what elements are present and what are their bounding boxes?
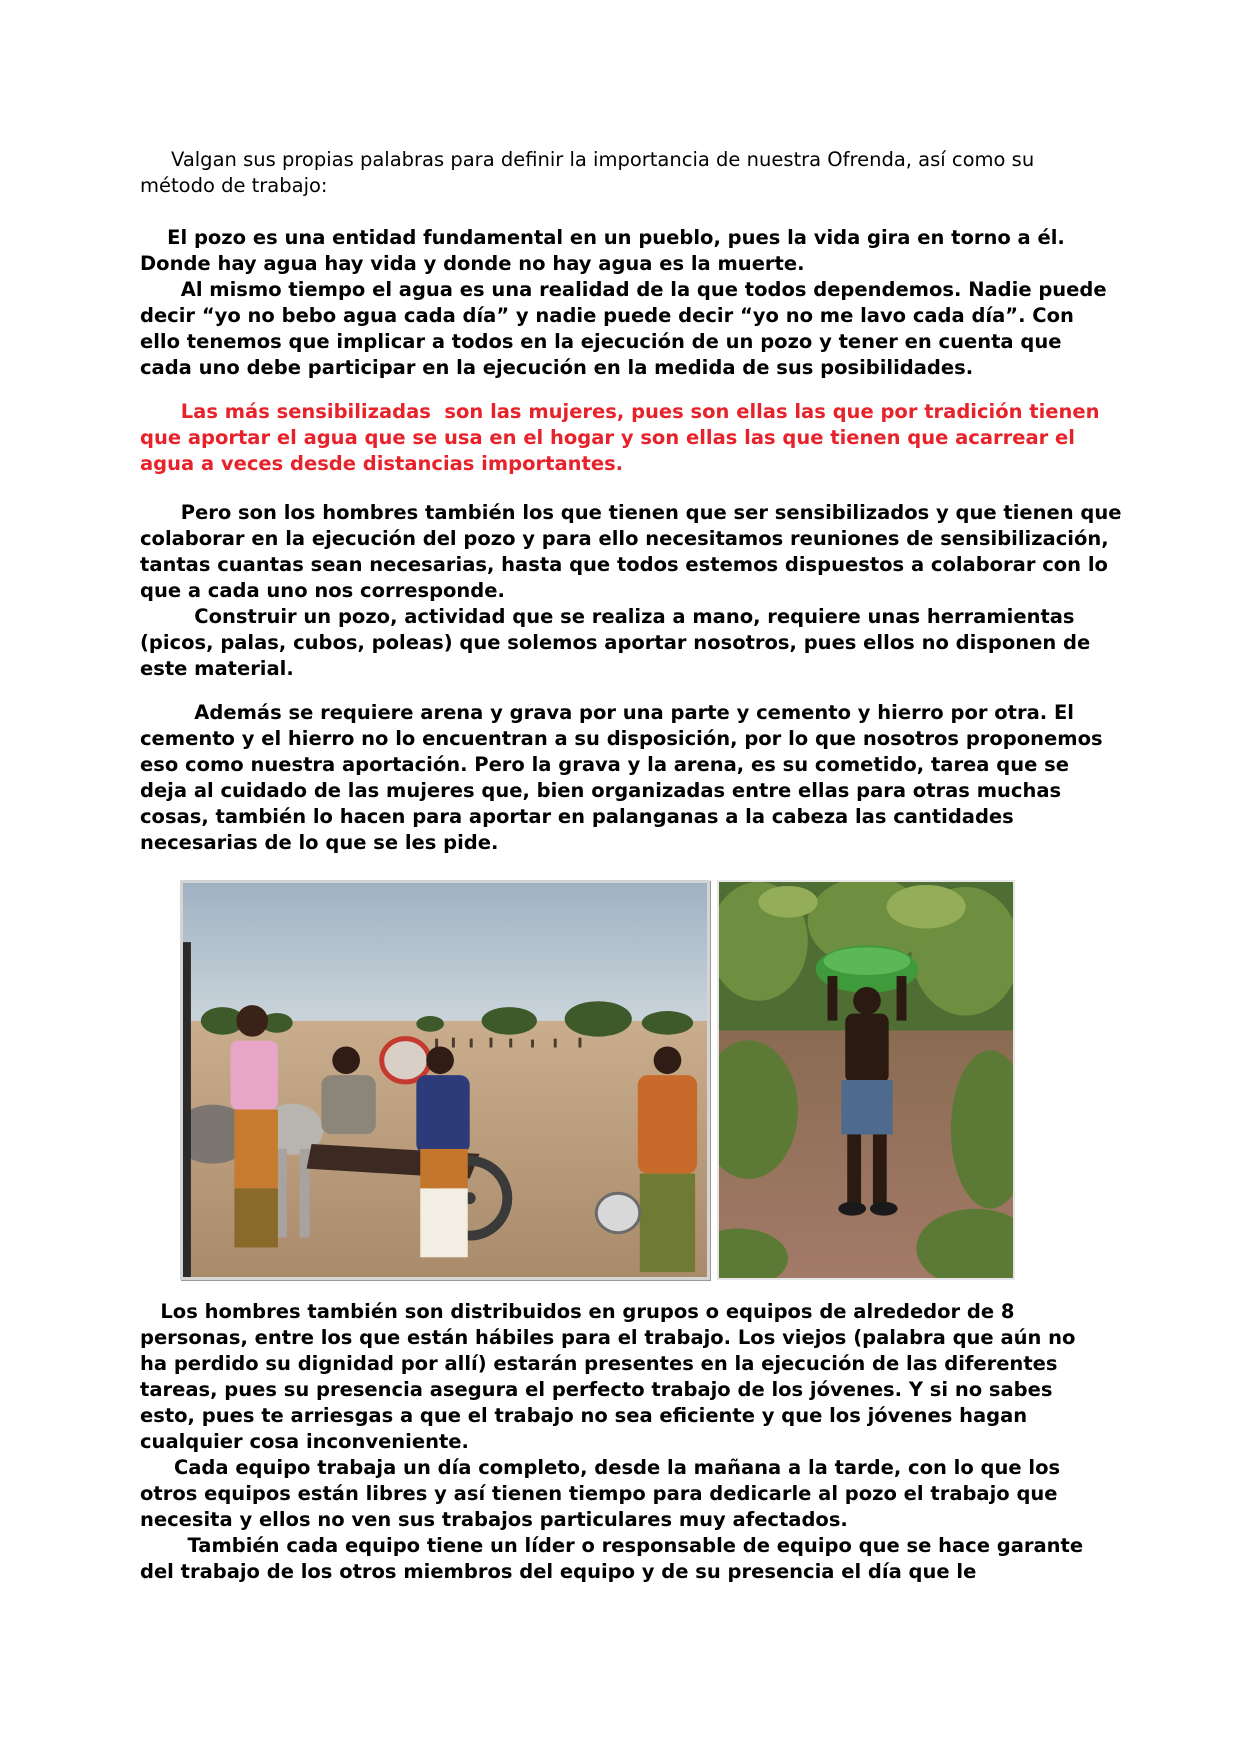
photo-women-loading-cart — [180, 880, 710, 1280]
text-line: esto, pues te arriesgas a que el trabajo no sea eficiente y que los jóvenes hagan — [140, 1404, 1028, 1427]
text-line: Construir un pozo, actividad que se realiza a mano, requiere unas herramientas — [140, 605, 1075, 628]
text-line: Cada equipo trabaja un día completo, desde la mañana a la tarde, con lo que los — [140, 1456, 1061, 1479]
text-line: que aportar el agua que se usa en el hogar y son ellas las que tienen que acarrear el — [140, 426, 1075, 449]
text-line: Pero son los hombres también los que tienen que ser sensibilizados y que tienen que — [140, 501, 1122, 524]
text-line: necesarias de lo que se les pide. — [140, 831, 499, 854]
women-highlight-paragraph — [140, 399, 1180, 477]
text-line: cada uno debe participar en la ejecución en la medida de sus posibilidades. — [140, 356, 974, 379]
text-line: otros equipos están libres y así tienen tiempo para dedicarle al pozo el trabajo que — [140, 1482, 1058, 1505]
text-line: ello tenemos que implicar a todos en la ejecución de un pozo y tener en cuenta que — [140, 330, 1062, 353]
text-line: Los hombres también son distribuidos en grupos o equipos de alrededor de 8 — [140, 1300, 1015, 1323]
text-line: deja al cuidado de las mujeres que, bien organizadas entre ellas para otras muchas — [140, 779, 1062, 802]
text-line: método de trabajo: — [140, 174, 328, 197]
text-line: que a cada uno nos corresponde. — [140, 579, 505, 602]
text-line: (picos, palas, cubos, poleas) que solemos aportar nosotros, pues ellos no disponen de — [140, 631, 1091, 654]
text-line: Las más sensibilizadas son las mujeres, pues son ellas las que por tradición tienen — [140, 400, 1100, 423]
text-line: cualquier cosa inconveniente. — [140, 1430, 469, 1453]
text-line: Al mismo tiempo el agua es una realidad de la que todos dependemos. Nadie puede — [140, 278, 1107, 301]
text-line: del trabajo de los otros miembros del equipo y de su presencia el día que le — [140, 1560, 977, 1583]
text-line: eso como nuestra aportación. Pero la grava y la arena, es su cometido, tarea que se — [140, 753, 1069, 776]
photo-women-loading-cart-image — [183, 883, 707, 1277]
photo-boy-carrying-sack-image — [719, 882, 1013, 1278]
text-line: Valgan sus propias palabras para definir la importancia de nuestra Ofrenda, así como su — [140, 148, 1035, 171]
text-line: Donde hay agua hay vida y donde no hay agua es la muerte. — [140, 252, 805, 275]
text-line: También cada equipo tiene un líder o responsable de equipo que se hace garante — [140, 1534, 1084, 1557]
text-line: colaborar en la ejecución del pozo y para ello necesitamos reuniones de sensibilización, — [140, 527, 1109, 550]
text-line: cemento y el hierro no lo encuentran a su disposición, por lo que nosotros proponemos — [140, 727, 1103, 750]
photo-boy-carrying-sack — [717, 880, 1015, 1280]
teams-paragraph — [140, 1299, 1180, 1585]
text-line: tareas, pues su presencia asegura el perfecto trabajo de los jóvenes. Y si no sabes — [140, 1378, 1053, 1401]
text-line: necesita y ellos no ven sus trabajos particulares muy afectados. — [140, 1508, 848, 1531]
text-line: personas, entre los que están hábiles para el trabajo. Los viejos (palabra que aún no — [140, 1326, 1076, 1349]
text-line: decir “yo no bebo agua cada día” y nadie puede decir “yo no me lavo cada día”. Con — [140, 304, 1074, 327]
materials-paragraph — [140, 700, 1180, 856]
text-line: Además se requiere arena y grava por una parte y cemento y hierro por otra. El — [140, 701, 1074, 724]
text-line: El pozo es una entidad fundamental en un pueblo, pues la vida gira en torno a él. — [140, 226, 1065, 249]
text-line: ha perdido su dignidad por allí) estarán presentes en la ejecución de las diferentes — [140, 1352, 1058, 1375]
intro-paragraph — [140, 147, 1180, 199]
men-awareness-paragraph — [140, 500, 1180, 682]
text-line: agua a veces desde distancias importantes. — [140, 452, 624, 475]
well-importance-paragraph — [140, 225, 1180, 381]
text-line: tantas cuantas sean necesarias, hasta que todos estemos dispuestos a colaborar con lo — [140, 553, 1108, 576]
text-line: cosas, también lo hacen para aportar en palanganas a la cabeza las cantidades — [140, 805, 1014, 828]
text-line: este material. — [140, 657, 294, 680]
